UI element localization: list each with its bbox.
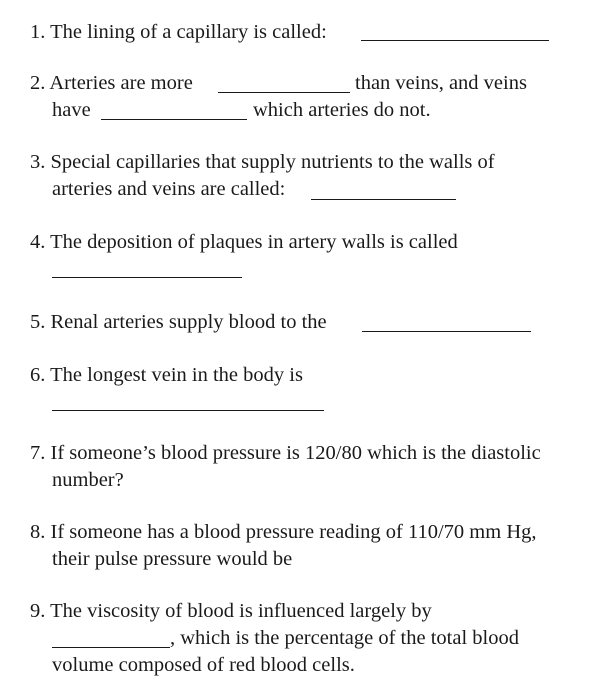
question-7-text-line1: 7. If someone’s blood pressure is 120/80 which is the diastolic bbox=[30, 442, 541, 464]
question-3-text-line1: 3. Special capillaries that supply nutrients to the walls of bbox=[30, 151, 495, 173]
question-4-answer-blank[interactable] bbox=[52, 277, 242, 278]
question-2-text-part3: have bbox=[52, 99, 91, 121]
question-3-answer-blank[interactable] bbox=[311, 199, 456, 200]
question-2-text-part2: than veins, and veins bbox=[355, 72, 527, 94]
question-9-text-line2: , which is the percentage of the total blood bbox=[170, 627, 519, 649]
question-9-text-line3: volume composed of red blood cells. bbox=[52, 654, 355, 676]
question-5-answer-blank[interactable] bbox=[362, 331, 531, 332]
question-6-text: 6. The longest vein in the body is bbox=[30, 364, 303, 386]
question-1-text: 1. The lining of a capillary is called: bbox=[30, 21, 327, 43]
question-6-answer-blank[interactable] bbox=[52, 410, 324, 411]
question-2-answer-blank-2[interactable] bbox=[101, 119, 247, 120]
question-2-answer-blank-1[interactable] bbox=[218, 92, 350, 93]
question-9-text-line1: 9. The viscosity of blood is influenced largely by bbox=[30, 600, 432, 622]
question-2-text-part1: 2. Arteries are more bbox=[30, 72, 193, 94]
question-3-text-line2: arteries and veins are called: bbox=[52, 178, 286, 200]
question-7-text-line2: number? bbox=[52, 469, 124, 491]
question-5-text: 5. Renal arteries supply blood to the bbox=[30, 311, 327, 333]
question-1-answer-blank[interactable] bbox=[361, 40, 549, 41]
question-9-answer-blank[interactable] bbox=[52, 647, 170, 648]
question-4-text: 4. The deposition of plaques in artery walls is called bbox=[30, 231, 458, 253]
question-2-text-part4: which arteries do not. bbox=[253, 99, 431, 121]
question-8-text-line2: their pulse pressure would be bbox=[52, 548, 293, 570]
question-8-text-line1: 8. If someone has a blood pressure reading of 110/70 mm Hg, bbox=[30, 521, 537, 543]
